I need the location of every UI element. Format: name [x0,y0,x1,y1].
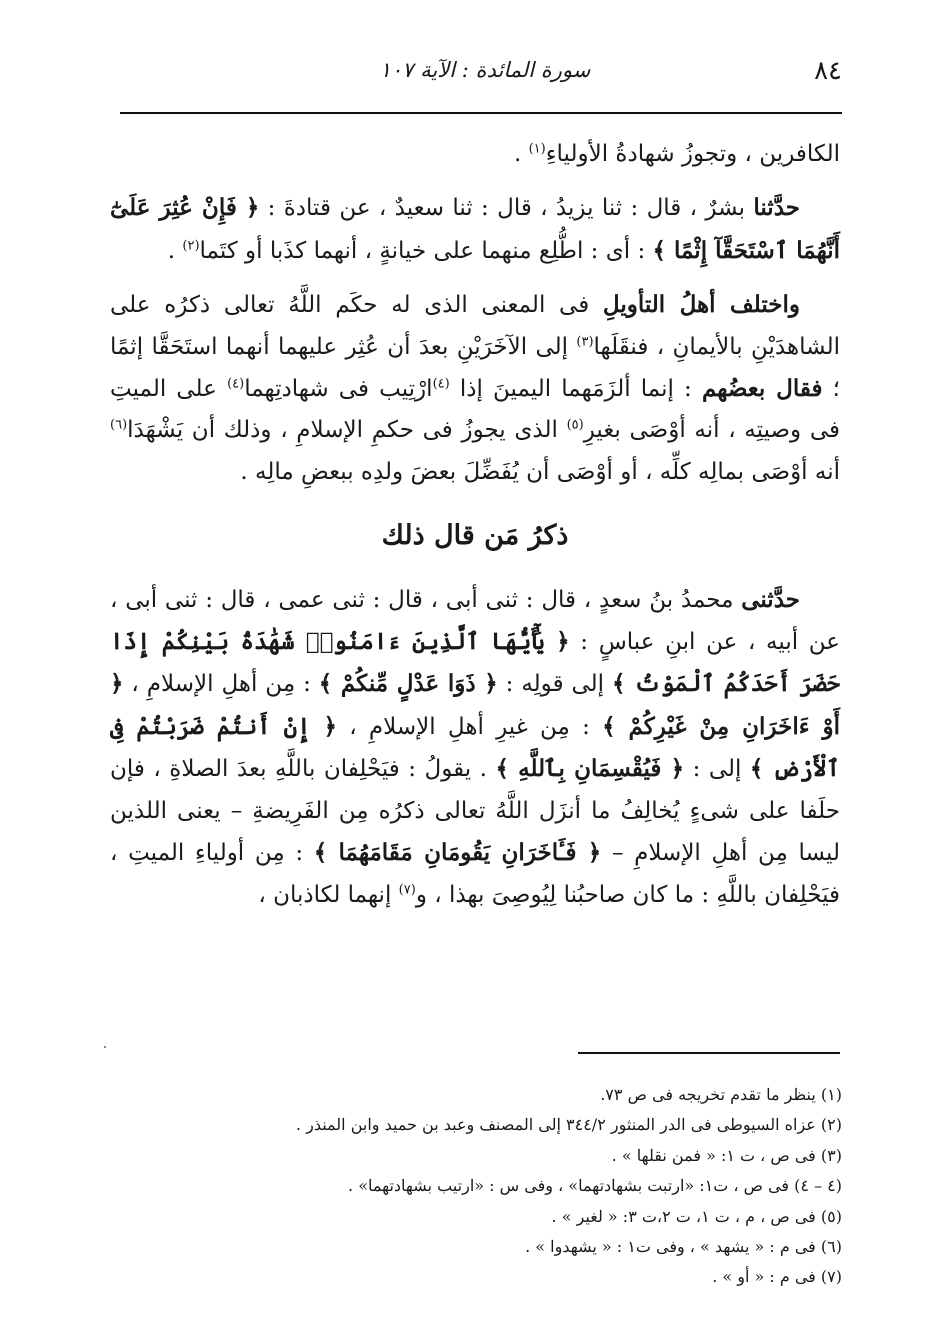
footnote-ref: (٦) [110,417,128,433]
footnote: (١) ينظر ما تقدم تخريجه فى ص ٧٣. [600,1085,842,1104]
paragraph-text: محمدُ بنُ سعدٍ ، قال : ثنى أبى ، قال : ثنى عمى ، قال : ثنى أبى ، عن أبيه ، عن ابنِ عباسٍ : [110,586,840,656]
paragraph-text: إلى الآخَرَيْنِ بعدَ أن عُثِر عليهما أنهما استَحَقَّا إثمًا ؛ [110,333,840,403]
paragraph-text: . [167,237,183,264]
quran-quote: ﴿ يَٰٓأَيُّهَا ٱلَّذِينَ ءَامَنُوا۟ شَهَٰدَةُ بَيْنِكُمْ إِذَا حَضَرَ أَحَدَكُمُ ٱلْمَوْتُ ﴾ [110,628,841,698]
paragraph-text: . يقولُ : فيَحْلِفان باللَّهِ بعدَ الصلاةِ ، فإن حلَفا على شىءٍ يُخالِفُ ما أنزَل اللَّهُ تعالى ذكرُه مِن الفَرِيضةِ – يعنى اللذين ليسا مِن أهلِ الإسلامِ – [110,756,840,867]
quran-quote: ﴿ فَـَٔاخَرَانِ يَقُومَانِ مَقَامَهُمَا ﴾ [313,839,602,867]
margin-mark [104,1046,106,1048]
footnote: (٢) عزاه السيوطى فى الدر المنثور ٣٤٤/٢ إلى المصنف وعبد بن حميد وابن المنذر . [295,1115,842,1135]
footnote: (٣) فى ص ، ت ١: « فمن نقلها » . [611,1145,842,1165]
paragraph-text: الكافرين ، وتجوزُ شهادةُ الأولياءِ [545,141,840,167]
footnote-rule [578,1052,840,1054]
page-header [120,52,842,98]
quran-quote: ﴿ ذَوَا عَدْلٍ مِّنكُمْ ﴾ [318,670,498,698]
paragraph-1 [110,134,840,175]
paragraph-lead: واختلف أهلُ التأويلِ [602,291,800,319]
body-text [110,134,840,928]
hadith-lead: حدَّثنى [741,585,800,613]
paragraph-text: : أى : اطُّلِع منهما على خيانةٍ ، أنهما كذَبا أو كتَما [199,237,653,264]
paragraph-text: إنهما لكاذبان ، [258,881,399,908]
running-title: سورة المائدة : الآية ١٠٧ [379,58,591,82]
footnotes [120,1080,842,1293]
paragraph-text: ارْتِيب فى شهادتِهما [244,376,433,403]
paragraph-text: على الميتِ فى وصيتِه ، أنه أوْصَى بغيرِ [110,376,840,444]
footnote-ref: (٢) [182,238,200,254]
footnote: (٧) فى م : « أو » . [712,1267,842,1287]
paragraph-text: . [513,141,529,167]
quran-quote: ﴿ فَإِنْ عُثِرَ عَلَىٰٓ أَنَّهُمَا ٱسْتَحَقَّآ إِثْمًا ﴾ [110,194,840,264]
paragraph-text: إلى قولِه : [497,671,612,698]
footnote: (٤ – ٤) فى ص ، ت١: «ارتبت بشهادتهما» ، وفى س : «ارتيب بشهادتهما» . [348,1176,842,1196]
paragraph-2 [110,187,840,272]
paragraph-text: : مِن غيرِ أهلِ الإسلامِ ، [336,713,603,740]
header-rule [120,112,842,114]
footnote: (٥) فى ص ، م ، ت ١، ت ٢،ت ٣: « لغير » . [551,1206,842,1226]
hadith-lead: حدَّثنا [753,194,800,222]
paragraph-text: فى المعنى الذى له حكَم اللَّهُ تعالى ذكرُه على الشاهدَيْنِ بالأيمانِ ، فنقَلَها [110,292,840,360]
footnote-ref: (٥) [566,417,584,433]
paragraph-4 [110,579,840,916]
footnote-ref: (١) [528,141,546,157]
quran-quote: ﴿ فَيُقْسِمَانِ بِٱللَّهِ ﴾ [495,755,685,783]
section-heading: ذكرُ مَن قال ذلك [381,520,569,552]
footnote-ref: (٧) [398,881,416,897]
paragraph-text: : إنما ألزَمَهما اليمينَ إذا [449,376,702,403]
paragraph-3 [110,284,840,493]
paragraph-text: : مِن أولياءِ الميتِ ، فيَحْلِفان باللَّهِ : ما كان صاحبُنا لِيُوصِىَ بهذا ، و [110,840,840,908]
paragraph-text: بشرٌ ، قال : ثنا يزيدُ ، قال : ثنا سعيدٌ ، عن قتادةَ : [259,195,754,222]
footnote-ref: (٤) [227,376,245,392]
footnote-ref: (٣) [576,333,594,349]
paragraph-text: : مِن أهلِ الإسلامِ ، [123,671,319,698]
page-number: ٨٤ [814,56,842,86]
paragraph-text: إلى : [684,756,750,783]
footnote-ref: (٤) [432,376,450,392]
quran-quote: ﴿ أَوْ ءَاخَرَانِ مِنْ غَيْرِكُمْ ﴾ [110,670,840,740]
paragraph-text: أنه أوْصَى بمالِه كلِّه ، أو أوْصَى أن يُفَضِّلَ بعضَ ولدِه ببعضِ مالِه . [240,458,840,485]
footnote: (٦) فى م : « يشهد » ، وفى ت١ : « يشهدوا » . [525,1237,842,1257]
paragraph-lead: فقال بعضُهم [701,375,823,403]
quran-quote: ﴿ إِنْ أَنتُمْ ضَرَبْتُمْ فِى ٱلْأَرْضِ ﴾ [110,712,840,783]
paragraph-text: الذى يجوزُ فى حكمِ الإسلامِ ، وذلك أن يَشْهَدَا [127,417,567,444]
